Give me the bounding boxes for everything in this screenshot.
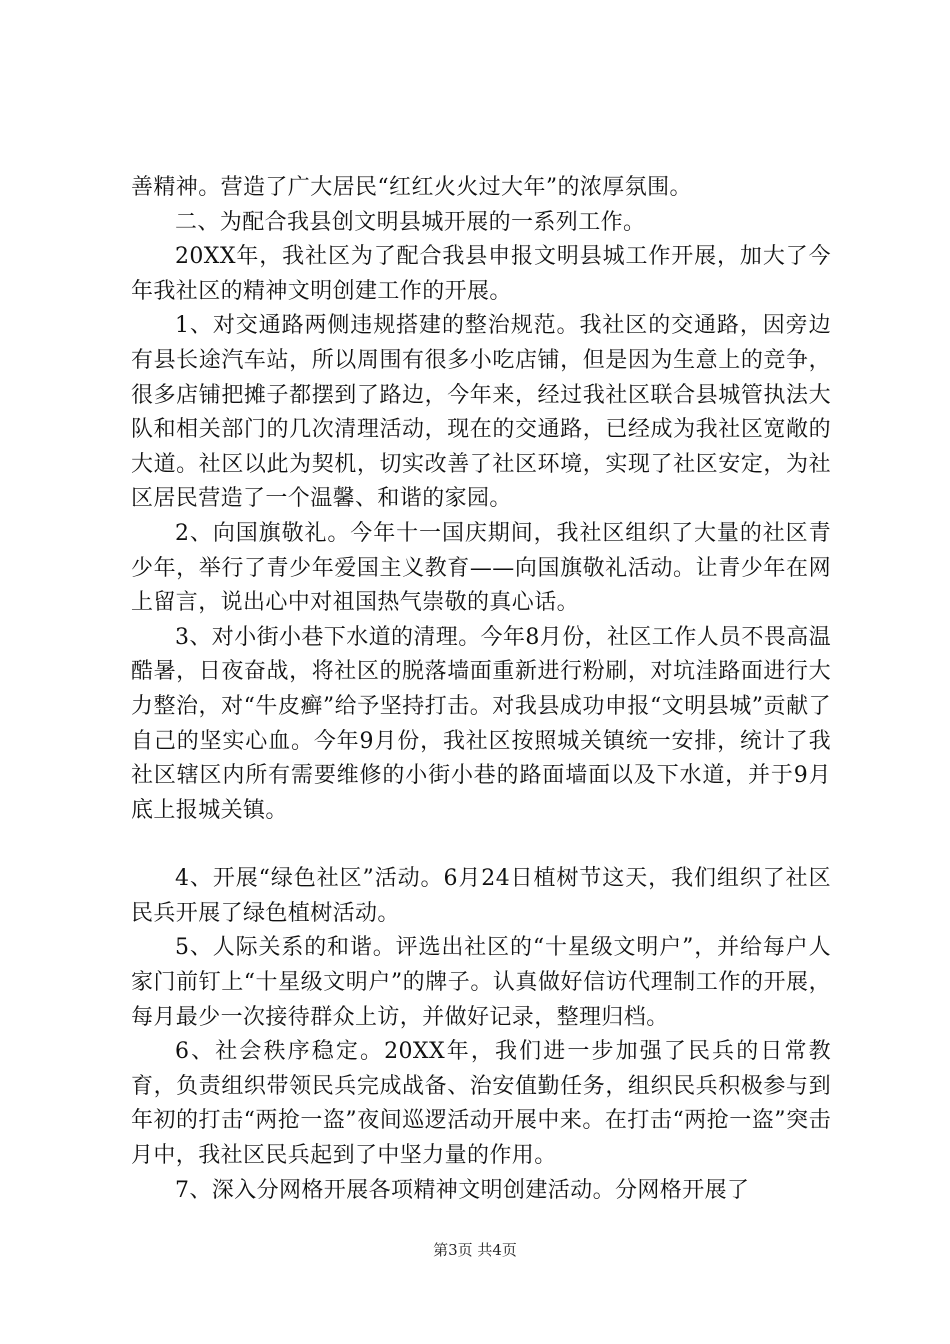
paragraph-item-1: 1、对交通路两侧违规搭建的整治规范。我社区的交通路，因旁边有县长途汽车站，所以周围有很多小吃店铺，但是因为生意上的竞争，很多店铺把摊子都摆到了路边，今年来，经过我社区联合县城管执法大队和相关部门的几次清理活动，现在的交通路，已经成为我社区宽敞的大道。社区以此为契机，切实改善了社区环境，实现了社区安定，为社区居民营造了一个温馨、和谐的家园。	[131, 313, 831, 512]
paragraph-item-3: 3、对小街小巷下水道的清理。今年8月份，社区工作人员不畏高温酷暑，日夜奋战，将社区的脱落墙面重新进行粉刷，对坑洼路面进行大力整治，对“牛皮癣”给予坚持打击。对我县成功申报“文明县城”贡献了自己的坚实心血。今年9月份，我社区按照城关镇统一安排，统计了我社区辖区内所有需要维修的小街小巷的路面墙面以及下水道，并于9月底上报城关镇。	[131, 624, 831, 823]
paragraph-item-4: 4、开展“绿色社区”活动。6月24日植树节这天，我们组织了社区民兵开展了绿色植树活动。	[131, 866, 831, 926]
paragraph-item-6: 6、社会秩序稳定。20XX年，我们进一步加强了民兵的日常教育，负责组织带领民兵完成战备、治安值勤任务，组织民兵积极参与到年初的打击“两抢一盗”夜间巡逻活动开展中来。在打击“两抢一盗”突击月中，我社区民兵起到了中坚力量的作用。	[131, 1039, 831, 1169]
paragraph-item-2: 2、向国旗敬礼。今年十一国庆期间，我社区组织了大量的社区青少年，举行了青少年爱国主义教育——向国旗敬礼活动。让青少年在网上留言，说出心中对祖国热气崇敬的真心话。	[131, 520, 831, 616]
paragraph-spacer	[131, 828, 831, 862]
paragraph-intro: 20XX年，我社区为了配合我县申报文明县城工作开展，加大了今年我社区的精神文明创建工作的开展。	[131, 244, 831, 304]
paragraph-item-5: 5、人际关系的和谐。评选出社区的“十星级文明户”，并给每户人家门前钉上“十星级文明户”的牌子。认真做好信访代理制工作的开展，每月最少一次接待群众上访，并做好记录，整理归档。	[131, 935, 831, 1030]
paragraph-continuation: 善精神。营造了广大居民“红红火火过大年”的浓厚氛围。	[131, 175, 692, 200]
paragraph-section-heading: 二、为配合我县创文明县城开展的一系列工作。	[175, 209, 646, 235]
paragraph-item-7: 7、深入分网格开展各项精神文明创建活动。分网格开展了	[175, 1177, 750, 1203]
page-footer: 第3页 共4页	[433, 1241, 517, 1259]
document-body	[131, 171, 831, 1208]
